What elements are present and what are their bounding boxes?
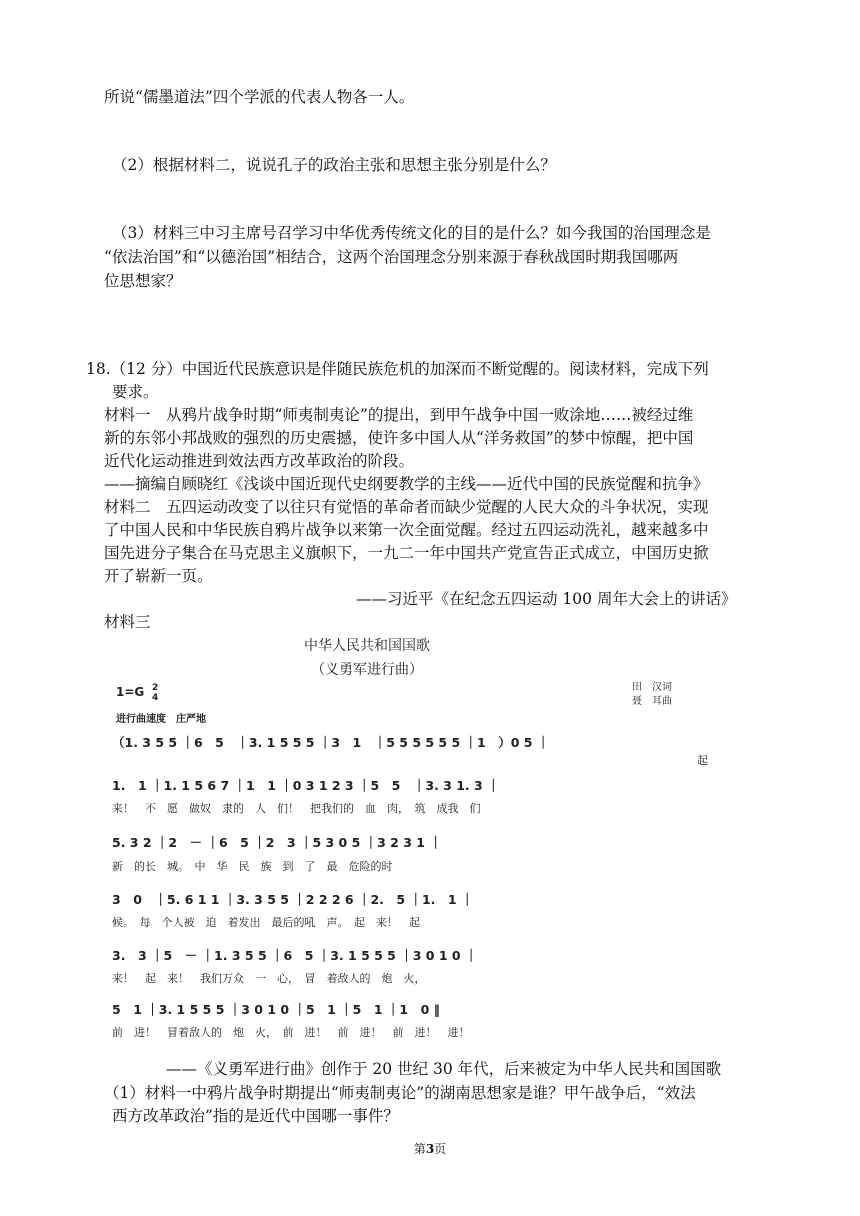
score-row-2-lyrics: 来！ 不 愿 做奴 隶的 人 们！ 把我们的 血 肉， 筑 成我 们 xyxy=(112,802,481,815)
q18-heading: 18.（12 分）中国近代民族意识是伴随民族危机的加深而不断觉醒的。阅读材料，完成下列 xyxy=(86,360,709,378)
score-row-6-lyrics: 前 进！ 冒着敌人的 炮 火， 前 进！ 前 进！ 前 进！ 进！ xyxy=(112,1026,470,1039)
score-key: 1=G xyxy=(116,685,145,699)
material-2-line4: 开了崭新一页。 xyxy=(104,567,213,585)
score-row-1-lyrics: 起 xyxy=(697,754,708,767)
material-2-line2: 了中国人民和中华民族自鸦片战争以来第一次全面觉醒。经过五四运动洗礼，越来越多中 xyxy=(104,521,709,539)
score-tempo: 进行曲速度 庄严地 xyxy=(116,714,206,725)
q18-subquestion-1-line1: （1）材料一中鸦片战争时期提出“师夷制夷论”的湖南思想家是谁？甲午战争后，“效法 xyxy=(104,1084,696,1102)
material-2-line3: 国先进分子集合在马克思主义旗帜下，一九二一年中国共产党宣告正式成立，中国历史掀 xyxy=(104,544,709,562)
anthem-score xyxy=(112,630,722,1050)
score-row-4-notes: 3 0 ｜5. 6 1 1 ｜3. 3 5 5 ｜2 2 2 6 ｜2. 5 ｜1. 1 ｜ xyxy=(112,892,474,907)
material-2-line1: 材料二 五四运动改变了以往只有觉悟的革命者而缺少觉醒的人民大众的斗争状况，实现 xyxy=(104,498,709,516)
score-row-3-notes: 5. 3 2 ｜2 － ｜6 5 ｜2 3 ｜5 3 0 5 ｜3 2 3 1 ｜ xyxy=(112,835,442,850)
score-subtitle: （义勇军进行曲） xyxy=(311,662,423,678)
material-2-source: ——习近平《在纪念五四运动 100 周年大会上的讲话》 xyxy=(356,590,737,608)
q18-subquestion-1-line2: 西方改革政治”指的是近代中国哪一事件？ xyxy=(112,1107,399,1125)
material-1-line3: 近代化运动推进到效法西方改革政治的阶段。 xyxy=(104,452,415,470)
score-title: 中华人民共和国国歌 xyxy=(304,638,430,654)
score-sheet xyxy=(112,630,722,1050)
score-time-top: 2 xyxy=(152,683,159,693)
q17-subquestion-2: （2）根据材料二，说说孔子的政治主张和思想主张分别是什么？ xyxy=(112,156,556,174)
page-suffix: 页 xyxy=(434,1142,447,1156)
q18-heading-cont: 要求。 xyxy=(112,383,159,401)
score-row-4-lyrics: 候。 每 个人被 迫 着发出 最后的吼 声。 起 来！ 起 xyxy=(112,916,420,929)
material-3-source: ——《义勇军进行曲》创作于 20 世纪 30 年代，后来被定为中华人民共和国国歌 xyxy=(166,1060,722,1078)
material-1-line1: 材料一 从鸦片战争时期“师夷制夷论”的提出，到甲午战争中国一败涂地……被经过维 xyxy=(104,406,694,424)
score-composer: 聂 耳曲 xyxy=(632,696,672,707)
q17-line: 所说“儒墨道法”四个学派的代表人物各一人。 xyxy=(104,88,415,106)
score-row-5-notes: 3. 3 ｜5 － ｜1. 3 5 5 ｜6 5 ｜3. 1 5 5 5 ｜3 0 1 0 ｜ xyxy=(112,948,478,963)
page-footer xyxy=(0,1140,860,1157)
page-prefix: 第 xyxy=(413,1142,426,1156)
score-row-1-notes: （1. 3 5 5 ｜6 5 ｜3. 1 5 5 5 ｜3 1 ｜5 5 5 5 5 5 ｜1 ）0 5 ｜ xyxy=(112,735,550,750)
score-rows xyxy=(112,735,708,1039)
q17-subquestion-3-line2: “依法治国”和“以德治国”相结合，这两个治国理念分别来源于春秋战国时期我国哪两 xyxy=(104,248,679,266)
score-lyricist: 田 汉词 xyxy=(632,682,672,693)
q17-subquestion-3-line1: （3）材料三中习主席号召学习中华优秀传统文化的目的是什么？如今我国的治国理念是 xyxy=(112,224,711,242)
material-1-line2: 新的东邻小邦战败的强烈的历史震撼，使许多中国人从“洋务救国”的梦中惊醒，把中国 xyxy=(104,429,694,447)
score-time-bottom: 4 xyxy=(152,693,159,703)
material-3-label: 材料三 xyxy=(104,613,151,631)
q17-subquestion-3-line3: 位思想家？ xyxy=(104,272,182,290)
score-row-3-lyrics: 新 的长 城。 中 华 民 族 到 了 最 危险的时 xyxy=(112,860,393,873)
score-row-5-lyrics: 来！ 起 来！ 我们万众 一 心， 冒 着敌人的 炮 火， xyxy=(112,972,426,985)
page-number: 3 xyxy=(425,1142,435,1156)
material-1-source: ——摘编自顾晓红《浅谈中国近现代史纲要教学的主线——近代中国的民族觉醒和抗争》 xyxy=(104,475,709,493)
score-row-2-notes: 1. 1 ｜1. 1 5 6 7 ｜1 1 ｜0 3 1 2 3 ｜5 5 ｜3. 3 1. 3 ｜ xyxy=(112,778,500,793)
score-row-6-notes: 5 1 ｜3. 1 5 5 5 ｜3 0 1 0 ｜5 1 ｜5 1 ｜1 0 ‖ xyxy=(112,1002,440,1017)
